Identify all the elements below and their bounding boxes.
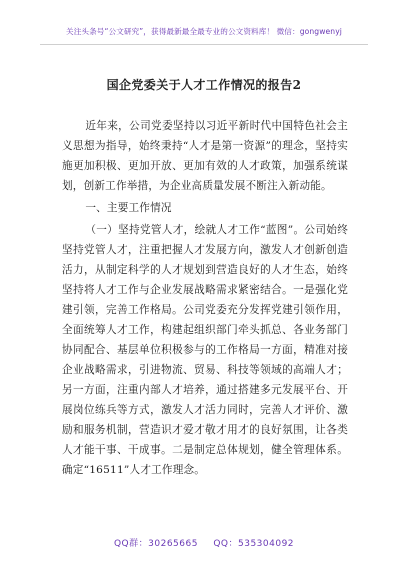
document-title: 国企党委关于人才工作情况的报告2 — [106, 78, 302, 92]
body-paragraph: （一）坚持党管人才，绘就人才工作“蓝图”。公司始终坚持党管人才，注重把握人才发展方向，激发人才创新创造活力，从制定科学的人才规划到营造良好的人才生态，始终坚持将人才工作与企业发展战略需求紧密结合。一是强化党建引领，完善工作格局。公司党委充分发挥党建引领作用，全面统筹人才工作，构建起组织部门牵头抓总、各业务部门协同配合、基层单位积极参与的工作格局一方面，精准对接企业战略需求，引进物流、贸易、科技等领域的高端人才；另一方面，注重内部人才培养，通过搭建多元发展平台、开展岗位练兵等方式，激发人才活力同时，完善人才评价、激励和服务机制，营造识才爱才敬才用才的良好氛围，让各类人才能干事、干成事。二是制定总体规划，健全管理体系。确定“16511”人才工作理念。 — [62, 224, 348, 476]
header-divider — [40, 44, 368, 45]
section-heading: 一、主要工作情况 — [85, 202, 172, 214]
footer-qq: QQ：535304092 — [213, 539, 295, 549]
footer-contact — [0, 536, 408, 549]
intro-paragraph: 近年来，公司党委坚持以习近平新时代中国特色社会主义思想为指导，始终秉持“人才是第一资源”的理念，坚持实施更加积极、更加开放、更加有效的人才政策，加强系统谋划，创新工作举措，为企业高质量发展不断注入新动能。 — [62, 120, 348, 192]
document-body — [62, 116, 348, 480]
footer-qq-group: QQ群：30265665 — [113, 539, 198, 549]
header-promo-note: 关注头条号“公文研究”，获得最新最全最专业的公文资料库！ 微信：gongwenyj — [66, 27, 342, 36]
